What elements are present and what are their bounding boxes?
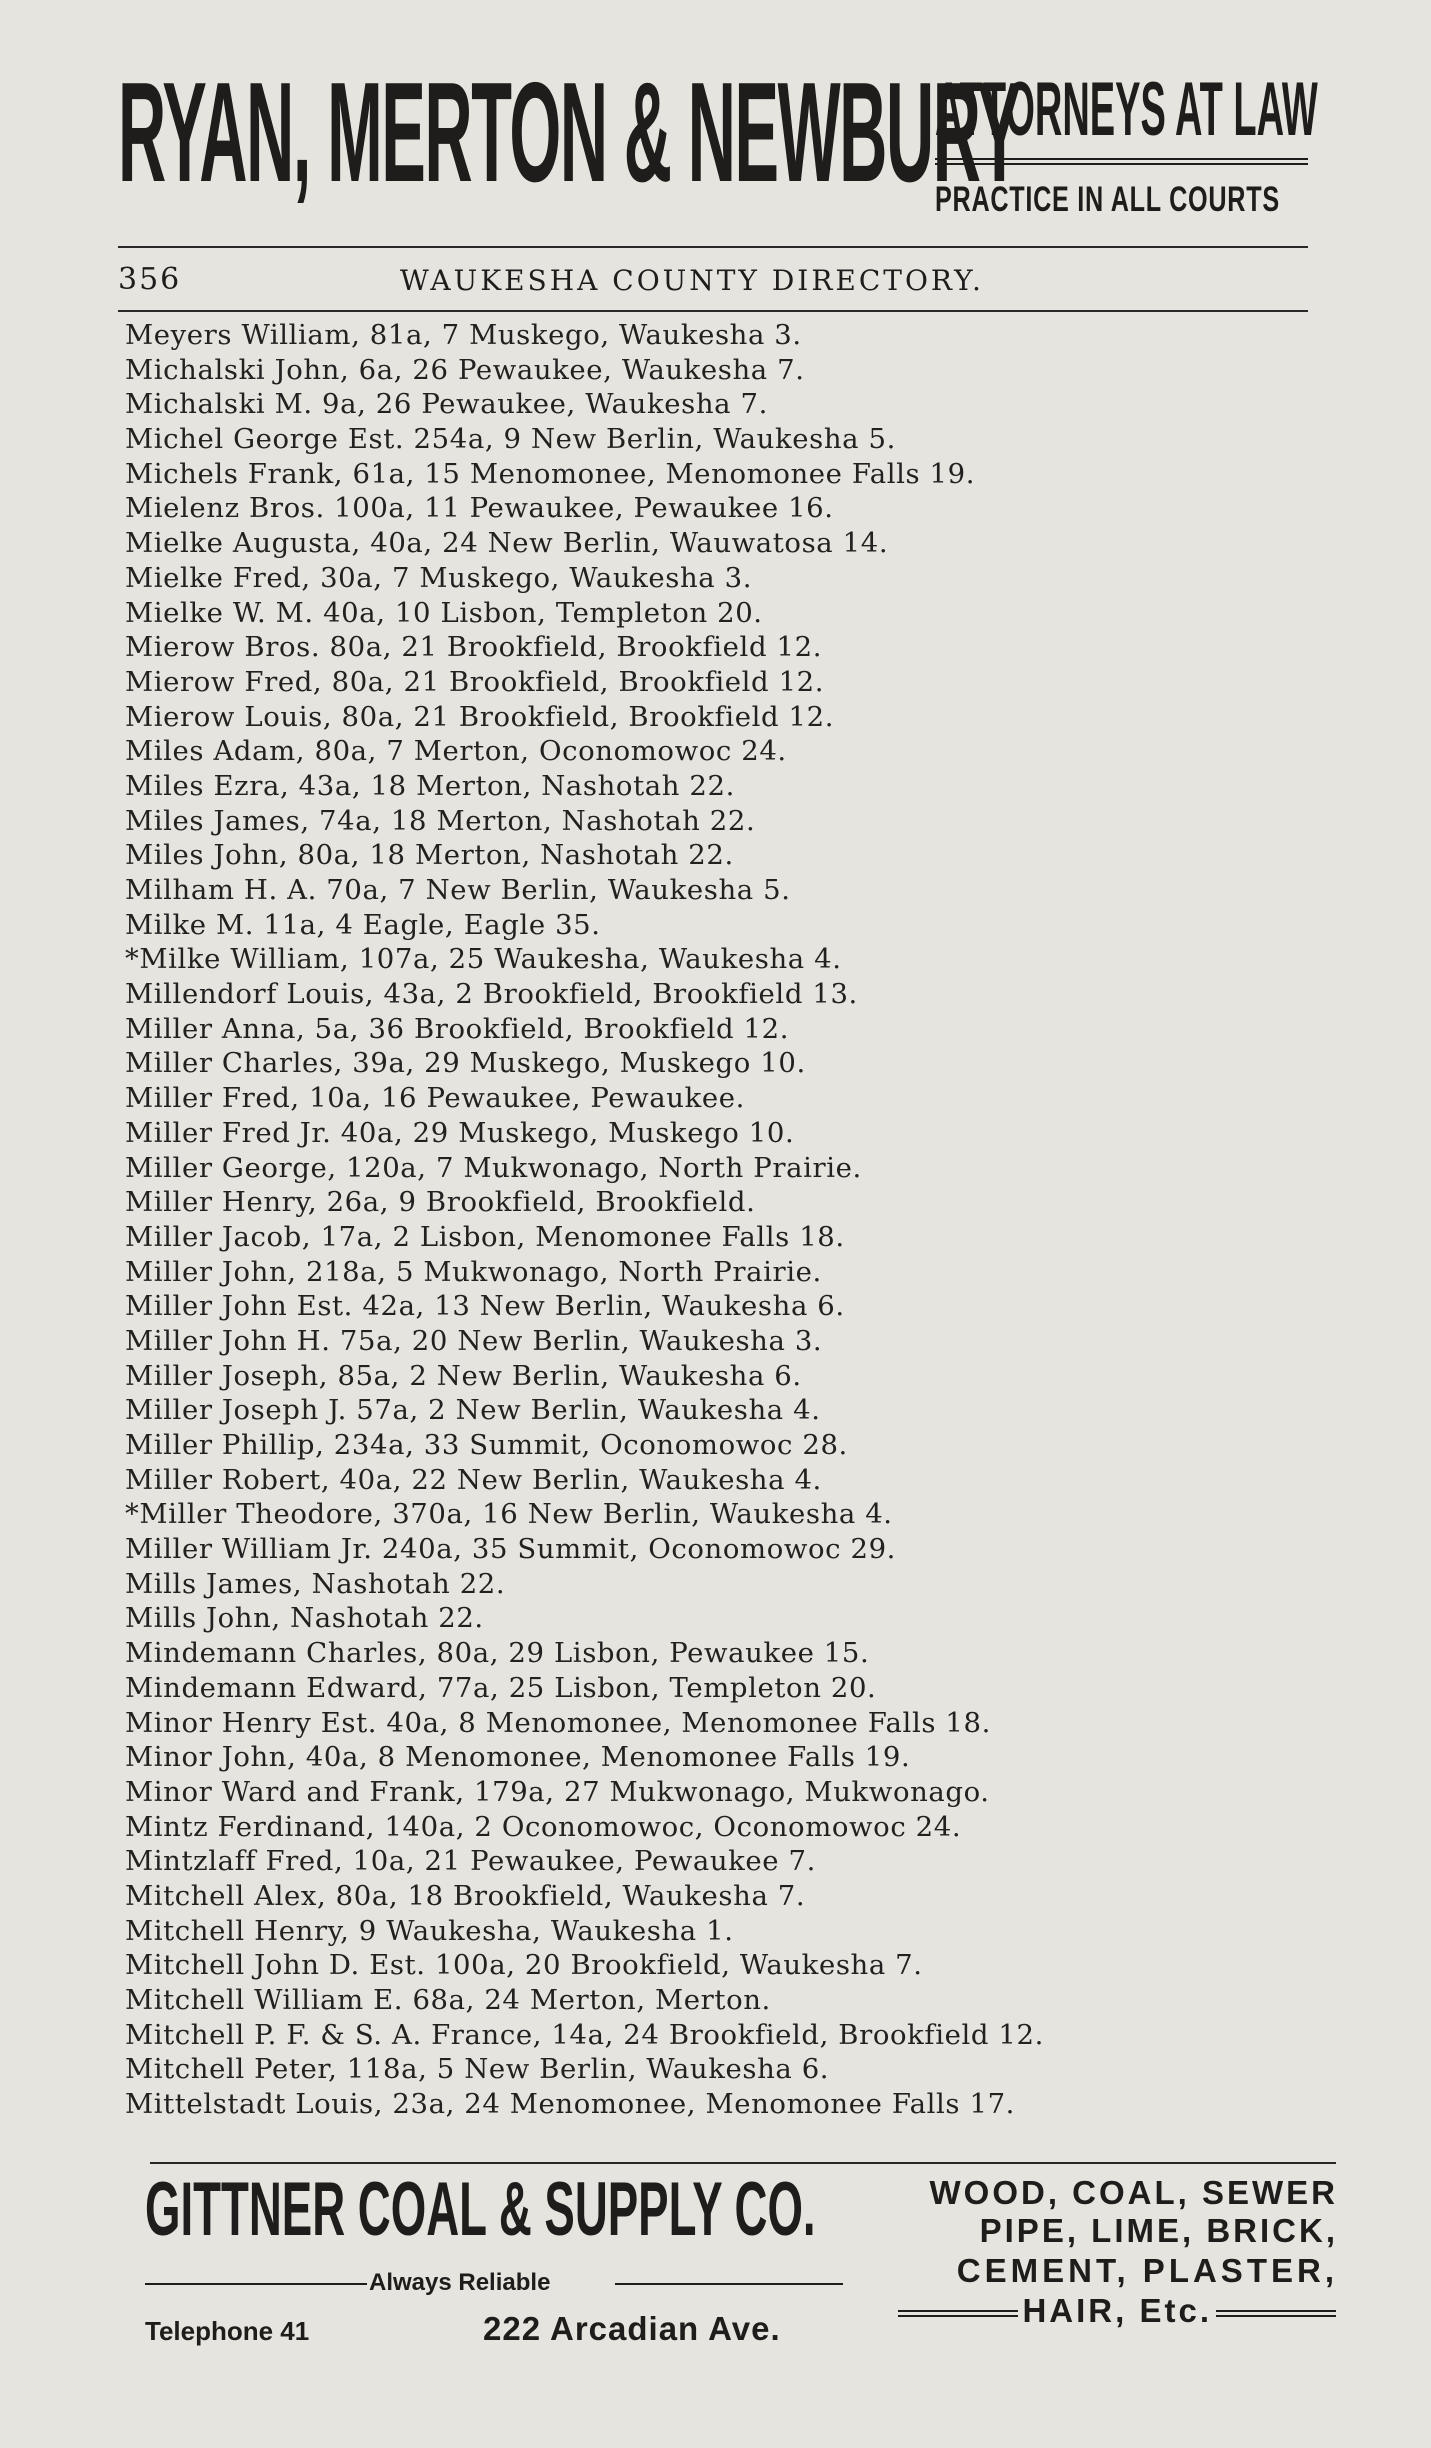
goods-double-rule-right <box>1216 2310 1336 2317</box>
attorneys-advertisement <box>118 53 1318 230</box>
directory-entry: Michalski M. 9a, 26 Pewaukee, Waukesha 7. <box>125 388 768 421</box>
directory-entry: Miller Henry, 26a, 9 Brookfield, Brookfield. <box>125 1186 756 1219</box>
directory-entry: Miller Fred, 10a, 16 Pewaukee, Pewaukee. <box>125 1082 745 1115</box>
directory-entry: Miller John Est. 42a, 13 New Berlin, Waukesha 6. <box>125 1290 845 1323</box>
footer-rule <box>150 2162 1336 2164</box>
directory-entry: Miles John, 80a, 18 Merton, Nashotah 22. <box>125 839 734 872</box>
directory-entry: Miller Joseph, 85a, 2 New Berlin, Waukesha 6. <box>125 1359 802 1392</box>
directory-entry: Miller Robert, 40a, 22 New Berlin, Waukesha 4. <box>125 1463 822 1496</box>
directory-entry: Mitchell Henry, 9 Waukesha, Waukesha 1. <box>125 1914 734 1947</box>
directory-entry: Mielke Fred, 30a, 7 Muskego, Waukesha 3. <box>125 561 753 594</box>
directory-entry: Milke M. 11a, 4 Eagle, Eagle 35. <box>125 908 601 941</box>
directory-entry: Miles Adam, 80a, 7 Merton, Oconomowoc 24. <box>125 735 787 768</box>
coal-supply-advertisement <box>145 2167 1340 2352</box>
directory-entry: Mills John, Nashotah 22. <box>125 1602 484 1635</box>
directory-entry: Mindemann Charles, 80a, 29 Lisbon, Pewaukee 15. <box>125 1637 870 1670</box>
directory-entry: Minor Henry Est. 40a, 8 Menomonee, Menomonee Falls 18. <box>125 1706 991 1739</box>
directory-entry: Minor John, 40a, 8 Menomonee, Menomonee Falls 19. <box>125 1741 911 1774</box>
directory-entry: Mierow Louis, 80a, 21 Brookfield, Brookfield 12. <box>125 700 835 733</box>
slogan-rule-right <box>615 2283 843 2285</box>
directory-entry: *Miller Theodore, 370a, 16 New Berlin, Waukesha 4. <box>125 1498 893 1531</box>
firm-title: ATTORNEYS AT LAW <box>935 67 1318 152</box>
goods-line-2: PIPE, LIME, BRICK, <box>979 2212 1338 2249</box>
directory-entry: Mindemann Edward, 77a, 25 Lisbon, Templeton 20. <box>125 1671 877 1704</box>
running-title: WAUKESHA COUNTY DIRECTORY. <box>400 264 984 297</box>
goods-line-3: CEMENT, PLASTER, <box>956 2252 1338 2289</box>
directory-entry: Mills James, Nashotah 22. <box>125 1567 506 1600</box>
goods-line-4: HAIR, Etc. <box>1022 2292 1212 2329</box>
directory-entry: Miller Jacob, 17a, 2 Lisbon, Menomonee Falls 18. <box>125 1220 845 1253</box>
directory-entry: Mitchell Alex, 80a, 18 Brookfield, Waukesha 7. <box>125 1879 806 1912</box>
directory-entry: Mielke Augusta, 40a, 24 New Berlin, Wauwatosa 14. <box>125 527 889 560</box>
slogan-rule-left <box>145 2283 367 2285</box>
directory-entry: Michel George Est. 254a, 9 New Berlin, Waukesha 5. <box>125 423 896 456</box>
page-number: 356 <box>118 262 182 297</box>
directory-entry: Miller Fred Jr. 40a, 29 Muskego, Muskego 10. <box>125 1116 795 1149</box>
directory-entry: *Milke William, 107a, 25 Waukesha, Waukesha 4. <box>125 943 842 976</box>
directory-entry: Miles Ezra, 43a, 18 Merton, Nashotah 22. <box>125 769 735 802</box>
directory-entry: Miller Joseph J. 57a, 2 New Berlin, Waukesha 4. <box>125 1394 821 1427</box>
address: 222 Arcadian Ave. <box>483 2310 781 2347</box>
directory-entry: Miller Charles, 39a, 29 Muskego, Muskego 10. <box>125 1047 806 1080</box>
company-name: GITTNER COAL & SUPPLY CO. <box>145 2167 816 2252</box>
directory-entry: Miles James, 74a, 18 Merton, Nashotah 22. <box>125 804 756 837</box>
directory-entry: Miller John H. 75a, 20 New Berlin, Waukesha 3. <box>125 1324 823 1357</box>
directory-entry: Mintz Ferdinand, 140a, 2 Oconomowoc, Oconomowoc 24. <box>125 1810 962 1843</box>
directory-entry: Mierow Fred, 80a, 21 Brookfield, Brookfield 12. <box>125 665 825 698</box>
goods-double-rule-left <box>898 2310 1018 2317</box>
telephone: Telephone 41 <box>145 2316 310 2346</box>
directory-entry: Miller George, 120a, 7 Mukwonago, North Prairie. <box>125 1151 862 1184</box>
ad-double-rule <box>935 158 1308 165</box>
directory-listing <box>125 318 1305 2122</box>
goods-line-4-row <box>840 2292 1340 2330</box>
slogan-row <box>145 2268 845 2298</box>
directory-entry: Minor Ward and Frank, 179a, 27 Mukwonago, Mukwonago. <box>125 1775 990 1808</box>
directory-entry: Millendorf Louis, 43a, 2 Brookfield, Brookfield 13. <box>125 978 858 1011</box>
directory-entry: Miller John, 218a, 5 Mukwonago, North Prairie. <box>125 1255 822 1288</box>
slogan: Always Reliable <box>369 2269 551 2296</box>
directory-entry: Miller William Jr. 240a, 35 Summit, Oconomowoc 29. <box>125 1533 897 1566</box>
directory-entry: Michels Frank, 61a, 15 Menomonee, Menomonee Falls 19. <box>125 457 976 490</box>
directory-entry: Michalski John, 6a, 26 Pewaukee, Waukesha 7. <box>125 353 805 386</box>
directory-entry: Mitchell John D. Est. 100a, 20 Brookfield, Waukesha 7. <box>125 1949 923 1982</box>
directory-entry: Meyers William, 81a, 7 Muskego, Waukesha 3. <box>125 319 802 351</box>
firm-tagline: PRACTICE IN ALL COURTS <box>935 180 1280 219</box>
directory-entry: Mitchell Peter, 118a, 5 New Berlin, Waukesha 6. <box>125 2053 830 2086</box>
directory-entry: Mitchell P. F. & S. A. France, 14a, 24 Brookfield, Brookfield 12. <box>125 2018 1044 2051</box>
directory-entry: Miller Phillip, 234a, 33 Summit, Oconomowoc 28. <box>125 1429 848 1461</box>
directory-entry: Mittelstadt Louis, 23a, 24 Menomonee, Menomonee Falls 17. <box>125 2088 1016 2121</box>
directory-entry: Mitchell William E. 68a, 24 Merton, Merton. <box>125 1984 771 2016</box>
directory-entry: Mierow Bros. 80a, 21 Brookfield, Brookfield 12. <box>125 631 823 664</box>
directory-entry: Mielke W. M. 40a, 10 Lisbon, Templeton 20. <box>125 596 763 629</box>
firm-name: RYAN, MERTON & NEWBURY <box>118 53 1021 212</box>
directory-entry: Miller Anna, 5a, 36 Brookfield, Brookfield 12. <box>125 1012 790 1045</box>
header-rule <box>118 246 1308 248</box>
goods-line-1: WOOD, COAL, SEWER <box>929 2174 1338 2211</box>
directory-entry: Mielenz Bros. 100a, 11 Pewaukee, Pewaukee 16. <box>125 492 834 525</box>
running-header-rule <box>118 310 1308 312</box>
directory-entry: Mintzlaff Fred, 10a, 21 Pewaukee, Pewaukee 7. <box>125 1845 816 1878</box>
directory-entry: Milham H. A. 70a, 7 New Berlin, Waukesha 5. <box>125 874 791 906</box>
